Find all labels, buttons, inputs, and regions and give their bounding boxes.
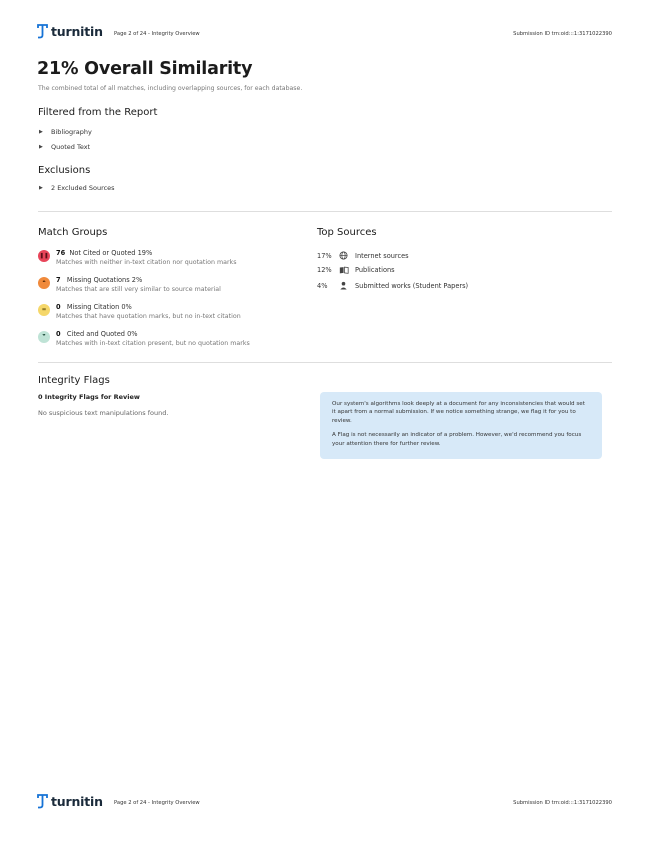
match-group-missing-citation: = 0 Missing Citation 0% Matches that have quotation marks, but no in-text citation	[38, 303, 241, 320]
book-icon	[339, 266, 355, 274]
turnitin-logo-icon	[37, 794, 48, 809]
submission-id: Submission ID trn:oid:::1:3171022390	[513, 31, 612, 37]
turnitin-logo	[37, 794, 103, 809]
source-internet: 17% Internet sources	[317, 251, 409, 260]
cited-quote-icon: ❞	[38, 331, 50, 343]
info-paragraph: A Flag is not necessarily an indicator of a problem. However, we'd recommend you focus your attention there for further review.	[332, 432, 582, 447]
source-publications: 12% Publications	[317, 266, 395, 274]
triangle-right-icon: ▶	[39, 129, 43, 135]
match-group-not-cited: ❚❚ 76 Not Cited or Quoted 19% Matches with neither in-text citation nor quotation marks	[39, 249, 237, 266]
divider	[38, 362, 612, 363]
turnitin-logo	[37, 24, 103, 39]
filtered-item-quoted-text: ▶ Quoted Text	[39, 143, 91, 151]
submission-id: Submission ID trn:oid:::1:3171022390	[513, 800, 612, 806]
globe-icon	[339, 251, 355, 260]
exclusions-heading: Exclusions	[38, 165, 91, 176]
triangle-right-icon: ▶	[39, 185, 43, 191]
source-submitted-works: 4% Submitted works (Student Papers)	[317, 281, 469, 290]
page-title: 21% Overall Similarity	[37, 59, 253, 79]
not-cited-icon: ❚❚	[38, 250, 50, 262]
integrity-flag-count: 0 Integrity Flags for Review	[38, 393, 140, 401]
match-groups-heading: Match Groups	[38, 227, 108, 238]
exclusions-item: ▶ 2 Excluded Sources	[39, 184, 115, 192]
logo-text: turnitin	[51, 794, 103, 809]
top-sources-heading: Top Sources	[317, 227, 377, 238]
logo-text: turnitin	[51, 24, 103, 39]
turnitin-logo-icon	[37, 24, 48, 39]
match-group-cited-quoted: ❞ 0 Cited and Quoted 0% Matches with in-text citation present, but no quotation marks	[38, 330, 250, 347]
filtered-heading: Filtered from the Report	[38, 107, 158, 118]
page-subtitle: The combined total of all matches, including overlapping sources, for each database.	[38, 85, 303, 92]
info-paragraph: Our system's algorithms look deeply at a document for any inconsistencies that would set it apart from a normal submission. If we notice something strange, we flag it for you to review.	[332, 401, 585, 424]
equals-icon: =	[38, 304, 50, 316]
divider	[38, 211, 612, 212]
match-group-missing-quotations: ❝ 7 Missing Quotations 2% Matches that are still very similar to source material	[38, 276, 221, 293]
quotation-icon: ❝	[38, 277, 50, 289]
person-icon	[339, 281, 355, 290]
integrity-status: No suspicious text manipulations found.	[38, 409, 169, 417]
triangle-right-icon: ▶	[39, 144, 43, 150]
page-label: Page 2 of 24 - Integrity Overview	[114, 31, 200, 37]
integrity-info-box	[320, 392, 602, 459]
page-label: Page 2 of 24 - Integrity Overview	[114, 800, 200, 806]
filtered-item-bibliography: ▶ Bibliography	[39, 128, 92, 136]
integrity-heading: Integrity Flags	[38, 375, 110, 386]
